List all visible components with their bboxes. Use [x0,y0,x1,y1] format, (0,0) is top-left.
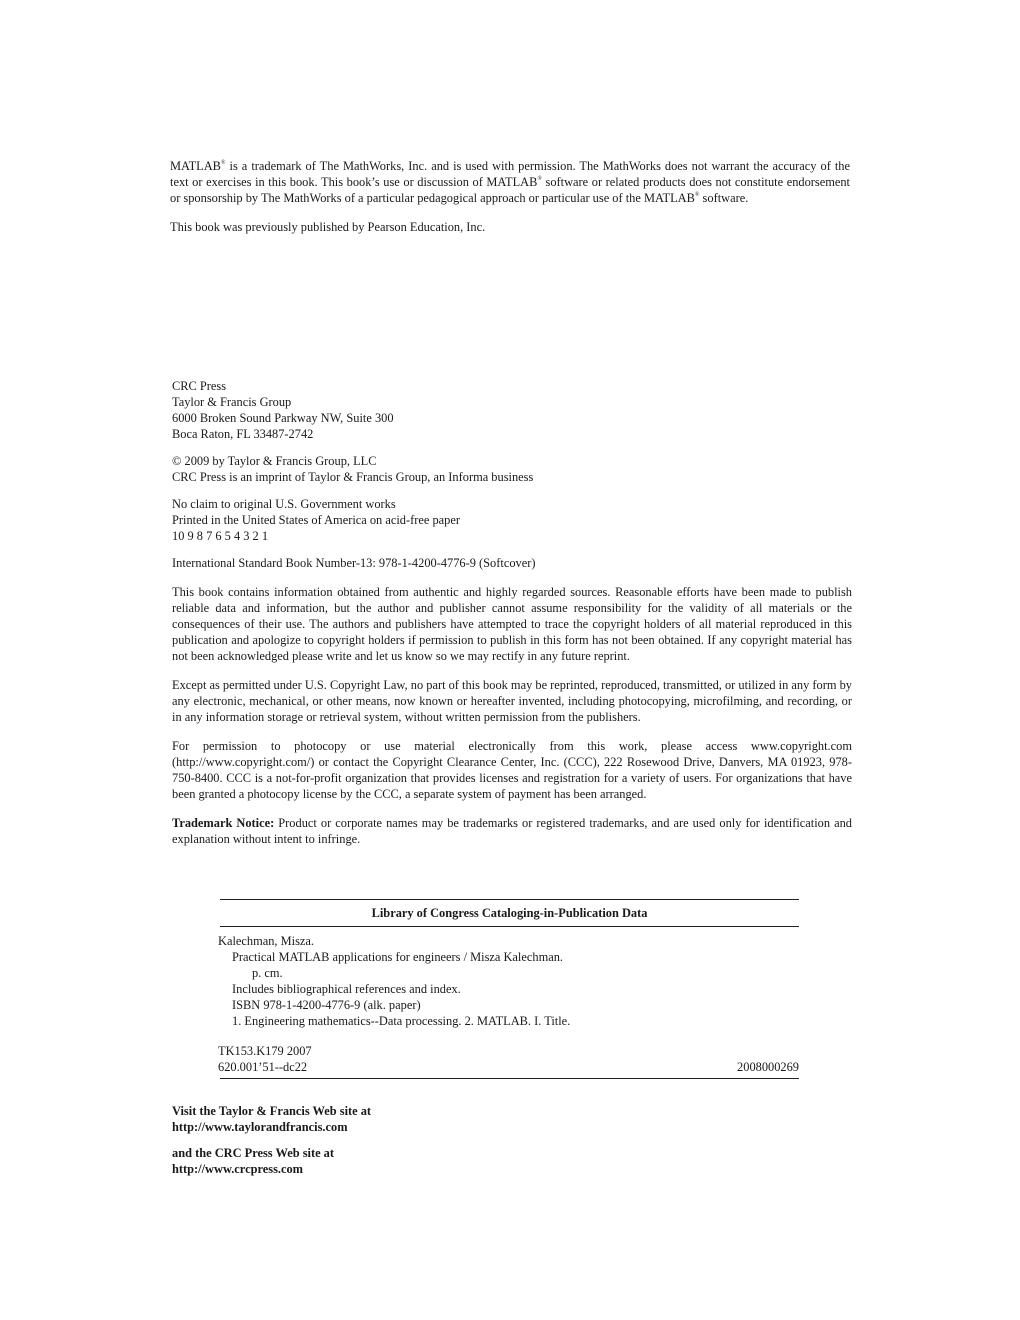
crc-url: http://www.crcpress.com [172,1162,304,1176]
cip-lccn: 2008000269 [737,1060,799,1074]
tf-website: Visit the Taylor & Francis Web site at http://www.taylorandfrancis.com [172,1104,372,1134]
trademark-notice-label: Trademark Notice: [172,816,275,830]
isbn-line: International Standard Book Number-13: 978-1-4200-4776-9 (Softcover) [172,556,536,570]
web-sites [172,1103,371,1187]
previous-publisher-note: This book was previously published by Pearson Education, Inc. [170,220,486,234]
matlab-trademark-notice [170,158,850,248]
cip-subjects: 1. Engineering mathematics--Data processing. 2. MATLAB. I. Title. [232,1014,571,1028]
trademark-notice-paragraph: Trademark Notice: Product or corporate names may be trademarks or registered trademarks, and are used only for identification and explanation without intent to infringe. [172,816,852,846]
cip-author: Kalechman, Misza. [218,934,314,948]
publisher-info [172,378,852,860]
cip-lc-class: TK153.K179 2007 [218,1044,312,1058]
cip-isbn: ISBN 978-1-4200-4776-9 (alk. paper) [232,998,421,1012]
disclaimer-paragraph: This book contains information obtained from authentic and highly regarded sources. Reasonable efforts have been made to publish reliable data and information, but the author and publisher cannot assume responsibility for the validity of all materials or the consequences of their use. The authors and publishers have attempted to trace the copyright holders of all material reproduced in this publication and apologize to copyright holders if permission to publish in this form has not been obtained. If any copyright material has not been acknowledged please write and let us know so we may rectify in any future reprint. [172,585,852,663]
cip-bottom-rule [220,1078,799,1079]
cip-dewey-row [218,1059,799,1078]
cip-pages: p. cm. [252,966,283,980]
cip-data-block [220,899,799,1079]
cip-record [218,927,799,1078]
permission-paragraph: For permission to photocopy or use material electronically from this work, please access www.copyright.com (http://www.copyright.com/) or contact the Copyright Clearance Center, Inc. (CCC), 222 Rosewood Drive, Danvers, MA 01923, 978-750-8400. CCC is a not-for-profit organization that provides licenses and registration for a variety of users. For organizations that have been granted a photocopy license by the CCC, a separate system of payment has been arranged. [172,739,852,801]
copyright-statement: © 2009 by Taylor & Francis Group, LLC CRC Press is an imprint of Taylor & Francis Group, an Informa business [172,454,534,484]
tf-url: http://www.taylorandfrancis.com [172,1120,348,1134]
cip-dewey: 620.001’51--dc22 [218,1060,308,1074]
printing-info: No claim to original U.S. Government works Printed in the United States of America on acid-free paper 10 9 8 7 6 5 4 3 2 1 [172,497,460,543]
matlab-trademark-paragraph: MATLAB® is a trademark of The MathWorks, Inc. and is used with permission. The MathWorks does not warrant the accuracy of the text or exercises in this book. This book’s use or discussion of MATLAB® software or related products does not constitute endorsement or sponsorship by The MathWorks of a particular pedagogical approach or particular use of the MATLAB® software. [170,159,851,205]
crc-website: and the CRC Press Web site at http://www.crcpress.com [172,1145,371,1177]
cip-heading: Library of Congress Cataloging-in-Publication Data [371,906,648,920]
publisher-address: CRC Press Taylor & Francis Group 6000 Broken Sound Parkway NW, Suite 300 Boca Raton, FL 33487-2742 [172,379,394,441]
copyright-law-paragraph: Except as permitted under U.S. Copyright Law, no part of this book may be reprinted, reproduced, transmitted, or utilized in any form by any electronic, mechanical, or other means, now known or hereafter invented, including photocopying, microfilming, and recording, or in any information storage or retrieval system, without written permission from the publishers. [172,678,852,724]
cip-title: Practical MATLAB applications for engineers / Misza Kalechman. [232,950,564,964]
cip-includes: Includes bibliographical references and index. [232,982,461,996]
